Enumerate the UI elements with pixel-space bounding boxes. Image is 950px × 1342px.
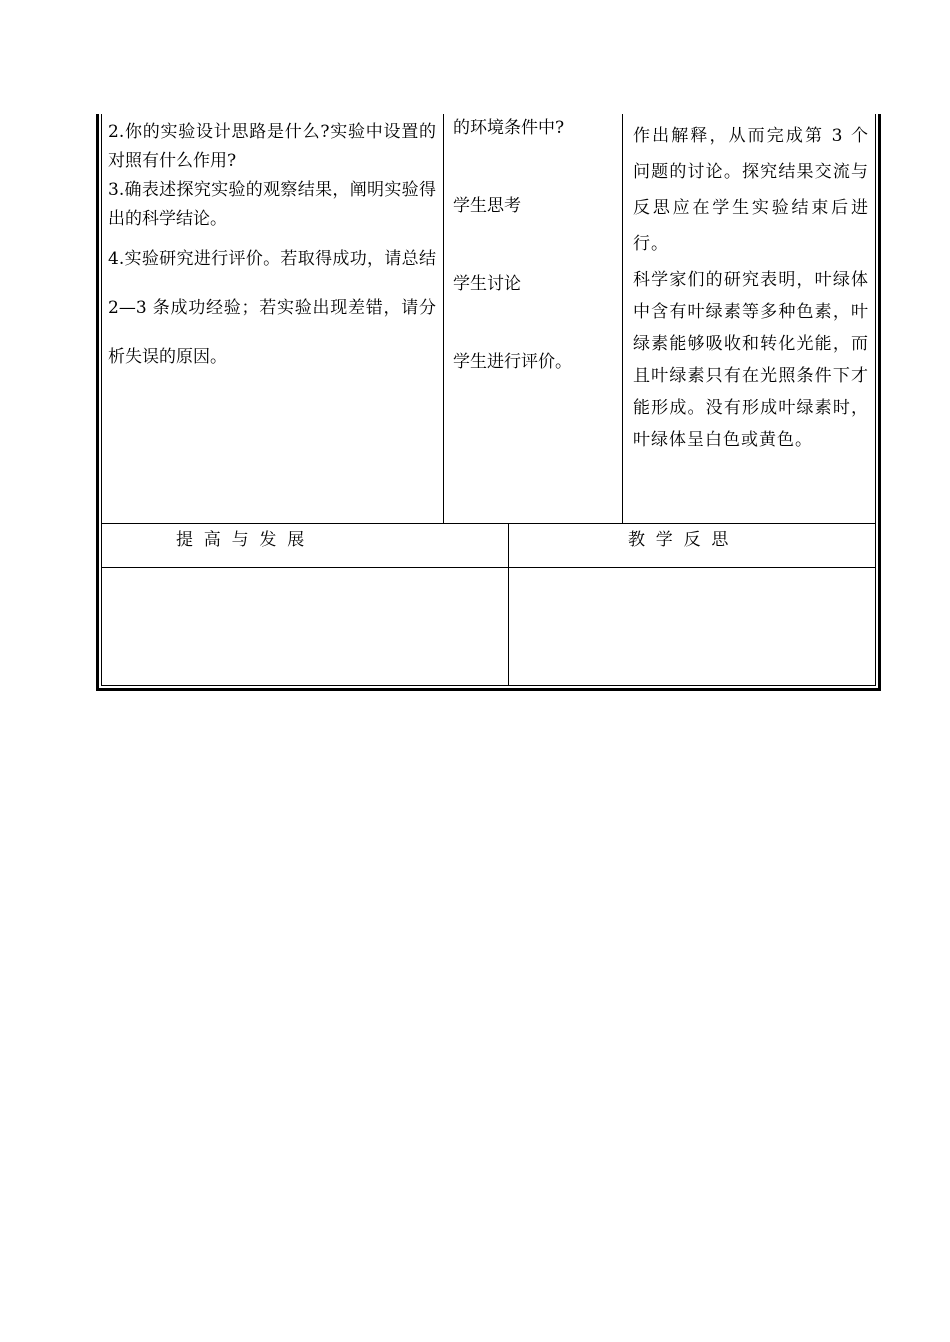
table-cell-student-activity: [453, 118, 618, 430]
row-divider-top: [101, 523, 876, 524]
activity-line-3: 学生讨论: [453, 274, 521, 294]
header-teaching-reflection: 教 学 反 思: [628, 530, 729, 550]
column-divider-2: [622, 114, 623, 523]
activity-line-2: 学生思考: [453, 196, 521, 216]
question-3: 3.确表述探究实验的观察结果，阐明实验得出的科学结论。: [108, 180, 436, 229]
note-paragraph-2: 科学家们的研究表明，叶绿体中含有叶绿素等多种色素，叶绿素能够吸收和转化光能，而且叶绿素只有在光照条件下才能形成。没有形成叶绿素时，叶绿体呈白色或黄色。: [633, 270, 869, 450]
cell-improvement-content: [102, 568, 507, 685]
note-paragraph-1: 作出解释，从而完成第 3 个问题的讨论。探究结果交流与反思应在学生实验结束后进行。: [633, 126, 869, 254]
header-improvement-development: 提 高 与 发 展: [176, 530, 305, 550]
question-4: 4.实验研究进行评价。若取得成功，请总结 2—3 条成功经验；若实验出现差错，请分析失误的原因。: [108, 249, 436, 367]
activity-line-4: 学生进行评价。: [453, 352, 572, 372]
activity-line-1: 的环境条件中?: [453, 118, 565, 138]
table-cell-notes: [633, 118, 869, 456]
column-divider-1: [443, 114, 444, 523]
table-cell-questions: [108, 118, 436, 382]
cell-reflection-content: [509, 568, 875, 685]
question-2: 2.你的实验设计思路是什么?实验中设置的对照有什么作用?: [108, 122, 436, 171]
